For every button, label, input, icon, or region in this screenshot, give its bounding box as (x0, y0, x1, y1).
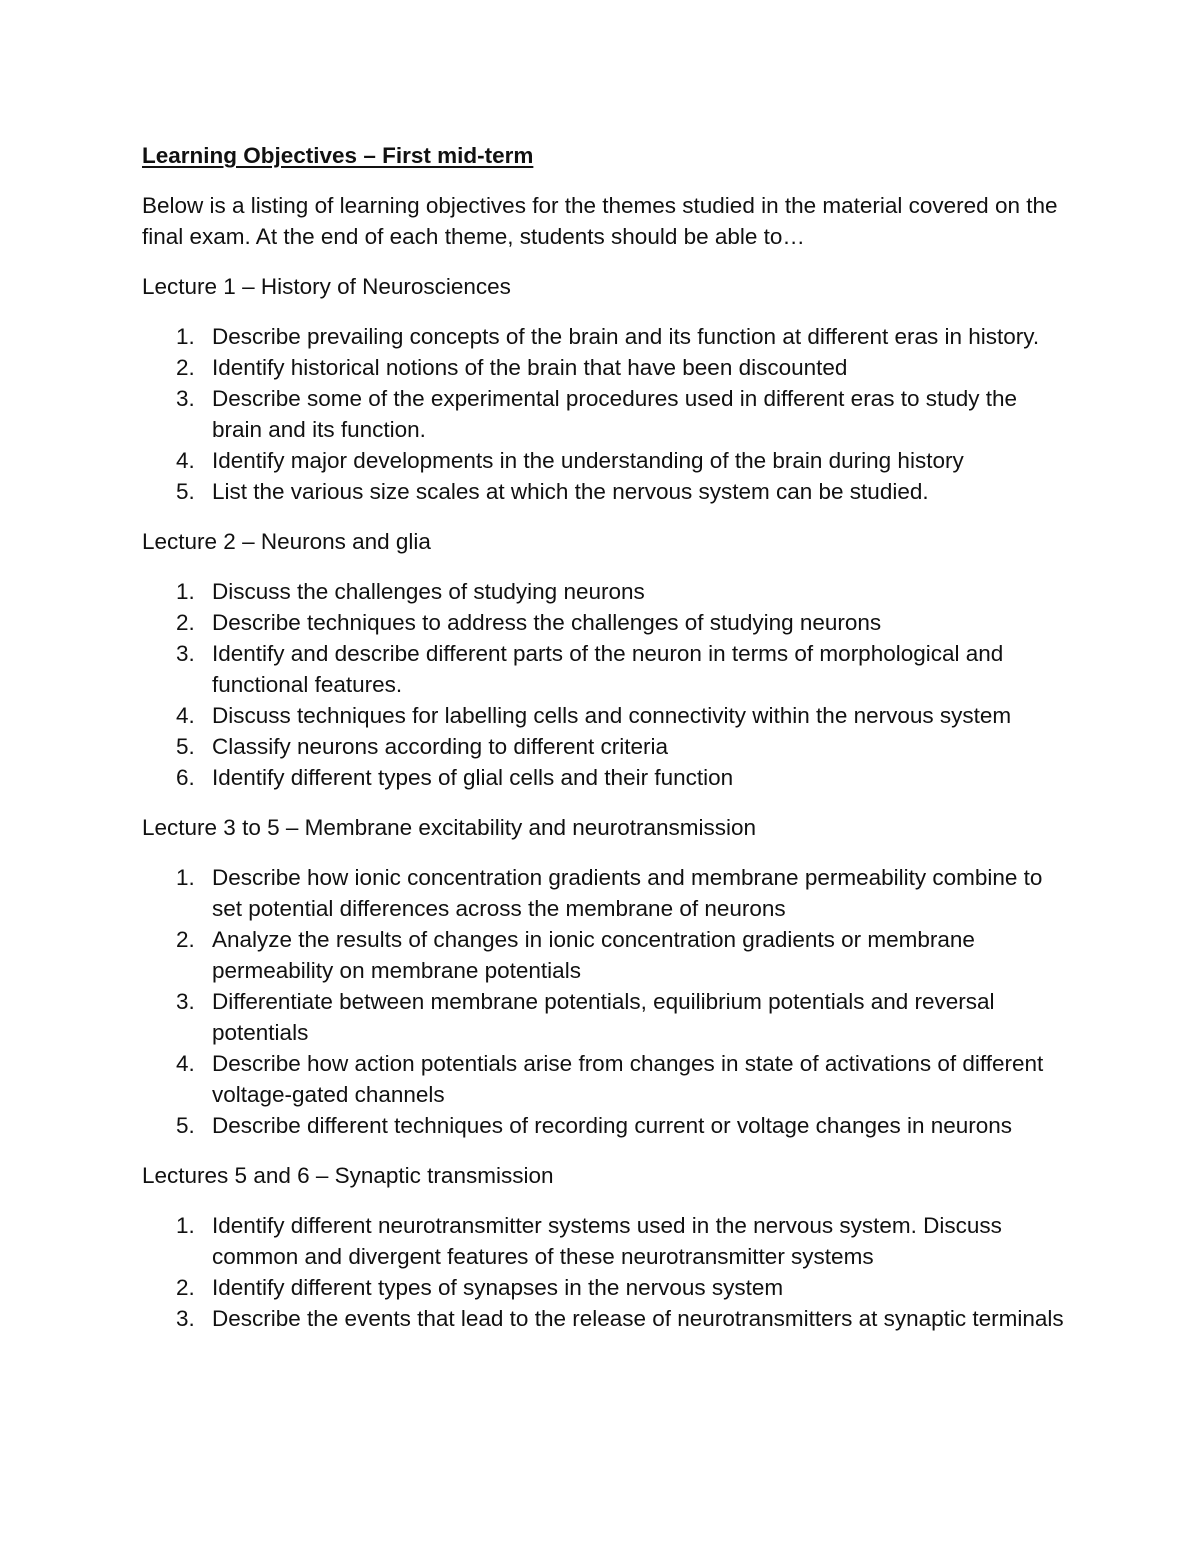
item-text: Classify neurons according to different criteria (212, 734, 669, 759)
item-number: 2. (176, 610, 195, 635)
section-heading-lecture-3-to-5: Lecture 3 to 5 – Membrane excitability and neurotransmission (142, 815, 757, 840)
item-text: Identify and describe different parts of the neuron in terms of morphological and functional features. (212, 641, 1004, 697)
item-number: 5. (176, 479, 195, 504)
item-text: Discuss techniques for labelling cells and connectivity within the nervous system (212, 703, 1012, 728)
section-heading-lecture-1: Lecture 1 – History of Neurosciences (142, 274, 511, 299)
list-item (142, 1110, 1072, 1141)
list-item (142, 1303, 1072, 1334)
list-item (142, 762, 1072, 793)
item-number: 4. (176, 448, 195, 473)
item-text: Identify historical notions of the brain that have been discounted (212, 355, 848, 380)
document-title: Learning Objectives – First mid-term (142, 143, 534, 168)
objective-list-lecture-1 (142, 321, 1072, 507)
list-item (142, 445, 1072, 476)
list-item (142, 924, 1072, 986)
list-item (142, 638, 1072, 700)
list-item (142, 1048, 1072, 1110)
item-number: 5. (176, 1113, 195, 1138)
item-text: Describe some of the experimental procedures used in different eras to study the brain and its function. (212, 386, 1018, 442)
item-number: 6. (176, 765, 195, 790)
item-text: Describe techniques to address the challenges of studying neurons (212, 610, 882, 635)
item-text: Describe the events that lead to the release of neurotransmitters at synaptic terminals (212, 1306, 1064, 1331)
item-text: Describe different techniques of recording current or voltage changes in neurons (212, 1113, 1013, 1138)
document-page (142, 140, 1072, 1353)
item-number: 2. (176, 355, 195, 380)
list-item (142, 1210, 1072, 1272)
list-item (142, 1272, 1072, 1303)
item-number: 3. (176, 989, 195, 1014)
item-text: Identify different neurotransmitter systems used in the nervous system. Discuss common and divergent features of these neurotransmitter systems (212, 1213, 1002, 1269)
item-number: 1. (176, 579, 195, 604)
item-text: Describe how action potentials arise from changes in state of activations of different voltage-gated channels (212, 1051, 1044, 1107)
item-number: 2. (176, 1275, 195, 1300)
section-heading-lectures-5-and-6: Lectures 5 and 6 – Synaptic transmission (142, 1163, 554, 1188)
item-text: List the various size scales at which the nervous system can be studied. (212, 479, 929, 504)
item-text: Describe prevailing concepts of the brain and its function at different eras in history. (212, 324, 1040, 349)
list-item (142, 700, 1072, 731)
list-item (142, 321, 1072, 352)
list-item (142, 576, 1072, 607)
objective-list-lecture-3-to-5 (142, 862, 1072, 1141)
item-number: 3. (176, 386, 195, 411)
item-text: Differentiate between membrane potentials, equilibrium potentials and reversal potentials (212, 989, 995, 1045)
item-number: 3. (176, 1306, 195, 1331)
item-text: Identify major developments in the understanding of the brain during history (212, 448, 964, 473)
item-number: 1. (176, 1213, 195, 1238)
list-item (142, 986, 1072, 1048)
item-number: 4. (176, 1051, 195, 1076)
item-text: Identify different types of synapses in the nervous system (212, 1275, 784, 1300)
item-number: 3. (176, 641, 195, 666)
list-item (142, 383, 1072, 445)
item-number: 2. (176, 927, 195, 952)
list-item (142, 607, 1072, 638)
item-number: 1. (176, 865, 195, 890)
objective-list-lectures-5-and-6 (142, 1210, 1072, 1334)
item-number: 4. (176, 703, 195, 728)
item-number: 1. (176, 324, 195, 349)
objective-list-lecture-2 (142, 576, 1072, 793)
item-text: Identify different types of glial cells and their function (212, 765, 734, 790)
list-item (142, 862, 1072, 924)
list-item (142, 731, 1072, 762)
item-text: Describe how ionic concentration gradients and membrane permeability combine to set potential differences across the membrane of neurons (212, 865, 1043, 921)
intro-paragraph: Below is a listing of learning objectives for the themes studied in the material covered on the final exam. At the end of each theme, students should be able to… (142, 193, 1058, 249)
item-text: Analyze the results of changes in ionic concentration gradients or membrane permeability on membrane potentials (212, 927, 975, 983)
list-item (142, 352, 1072, 383)
item-text: Discuss the challenges of studying neurons (212, 579, 645, 604)
list-item (142, 476, 1072, 507)
section-heading-lecture-2: Lecture 2 – Neurons and glia (142, 529, 431, 554)
item-number: 5. (176, 734, 195, 759)
